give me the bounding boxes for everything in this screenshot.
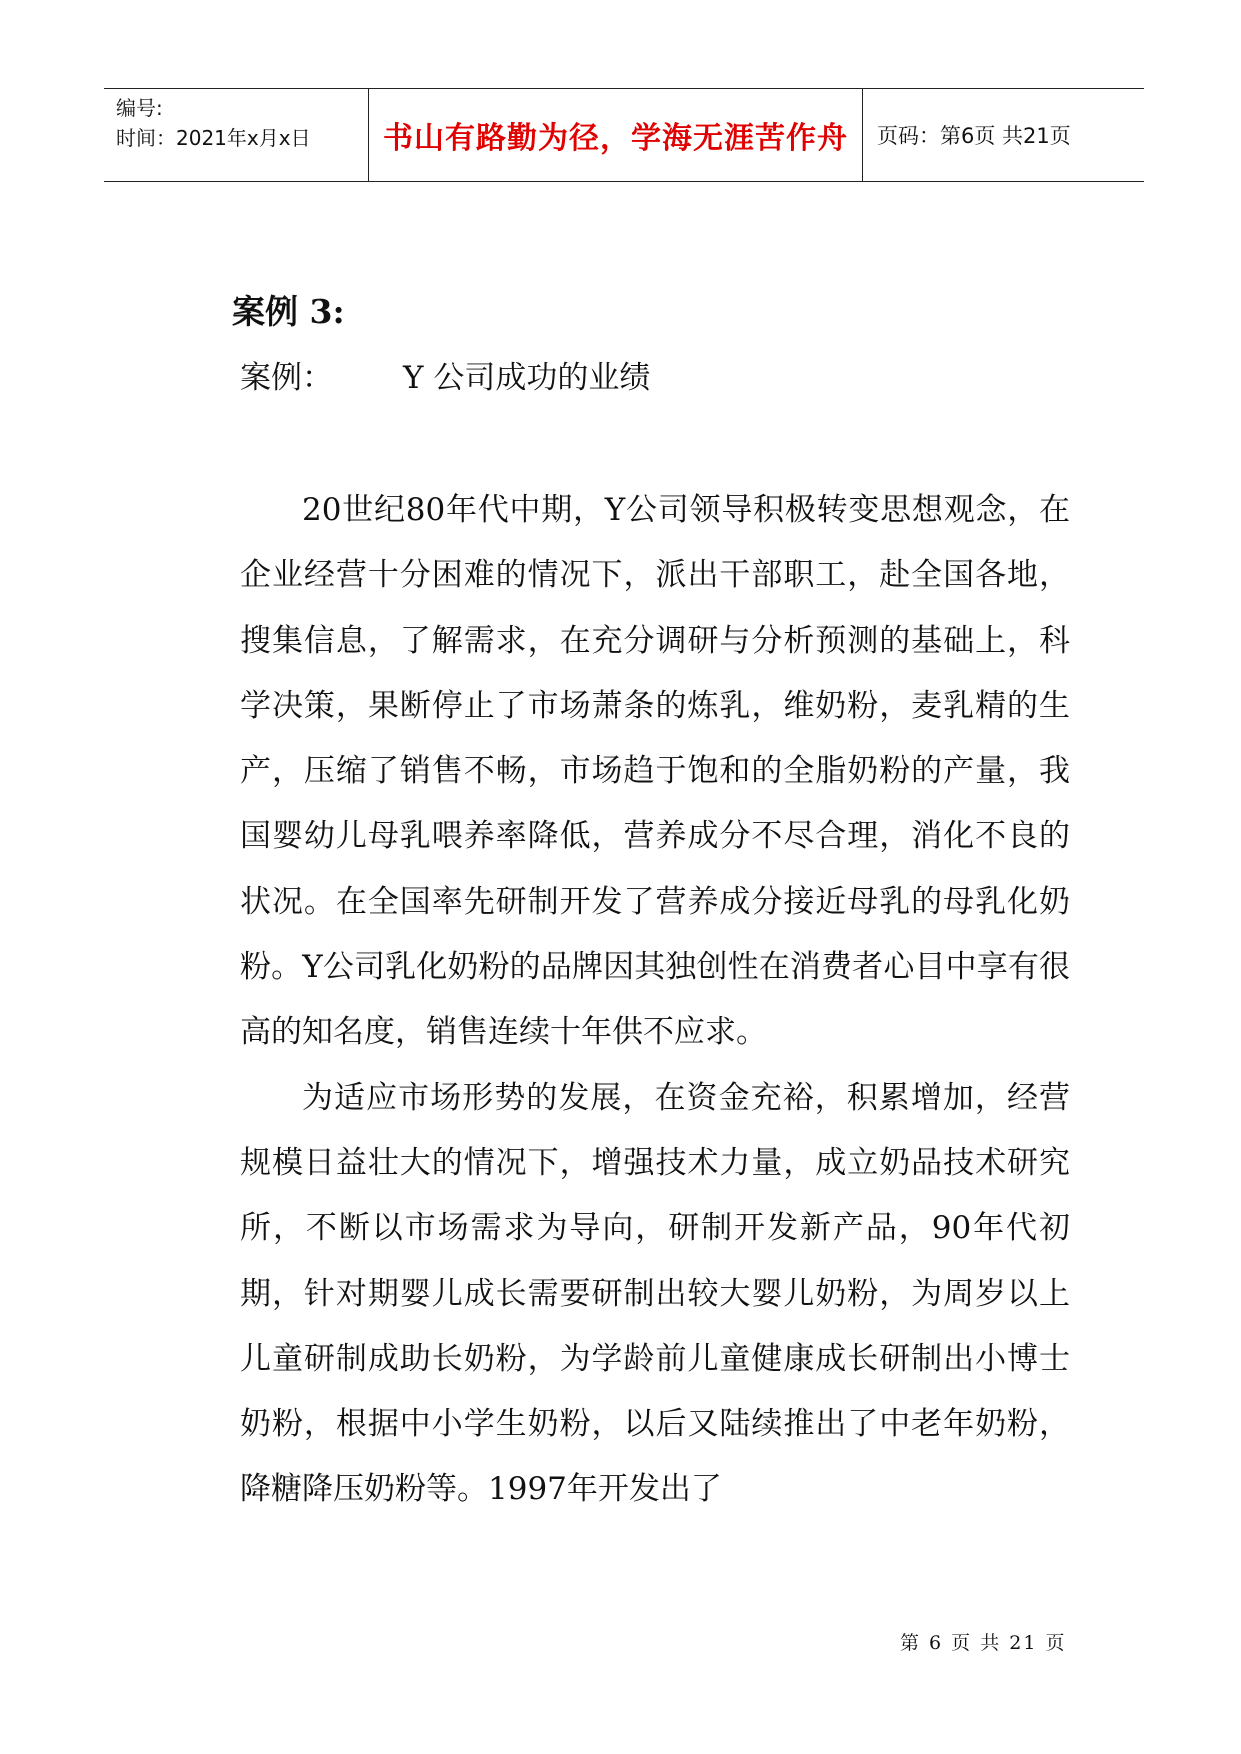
motto-text: 书山有路勤为径，学海无涯苦作舟 <box>383 121 848 156</box>
subtitle-title: Y 公司成功的业绩 <box>403 360 651 396</box>
case-subtitle <box>240 352 650 397</box>
header-page-cell <box>863 89 1144 181</box>
paragraph-2: 为适应市场形势的发展，在资金充裕，积累增加，经营规模日益壮大的情况下，增强技术力量，成立奶品技术研究所，不断以市场需求为导向，研制开发新产品，90年代初期，针对期婴儿成长需要研制出较大婴儿奶粉，为周岁以上儿童研制成助长奶粉，为学龄前儿童健康成长研制出小博士奶粉，根据中小学生奶粉，以后又陆续推出了中老年奶粉，降糖降压奶粉等。1997年开发出了 <box>240 1079 1070 1508</box>
document-header <box>104 88 1144 182</box>
paragraph-1: 20世纪80年代中期，Y公司领导积极转变思想观念，在企业经营十分困难的情况下，派出干部职工，赴全国各地，搜集信息，了解需求，在充分调研与分析预测的基础上，科学决策，果断停止了市场萧条的炼乳，维奶粉，麦乳精的生产，压缩了销售不畅，市场趋于饱和的全脂奶粉的产量，我国婴幼儿母乳喂养率降低，营养成分不尽合理，消化不良的状况。在全国率先研制开发了营养成分接近母乳的母乳化奶粉。Y公司乳化奶粉的品牌因其独创性在消费者心目中享有很高的知名度，销售连续十年供不应求。 <box>240 492 1070 1051</box>
page-footer: 第 6 页 共 21 页 <box>900 1632 1067 1654</box>
header-meta-cell <box>104 89 369 181</box>
serial-number-label: 编号: <box>116 96 163 120</box>
date-text: 时间：2021年x月x日 <box>116 126 311 150</box>
case-heading: 案例 3: <box>232 292 345 331</box>
subtitle-label: 案例： <box>240 360 333 396</box>
header-page-info: 页码：第6页 共21页 <box>877 124 1071 148</box>
header-motto-cell <box>369 89 863 181</box>
article-body <box>240 478 1070 1523</box>
